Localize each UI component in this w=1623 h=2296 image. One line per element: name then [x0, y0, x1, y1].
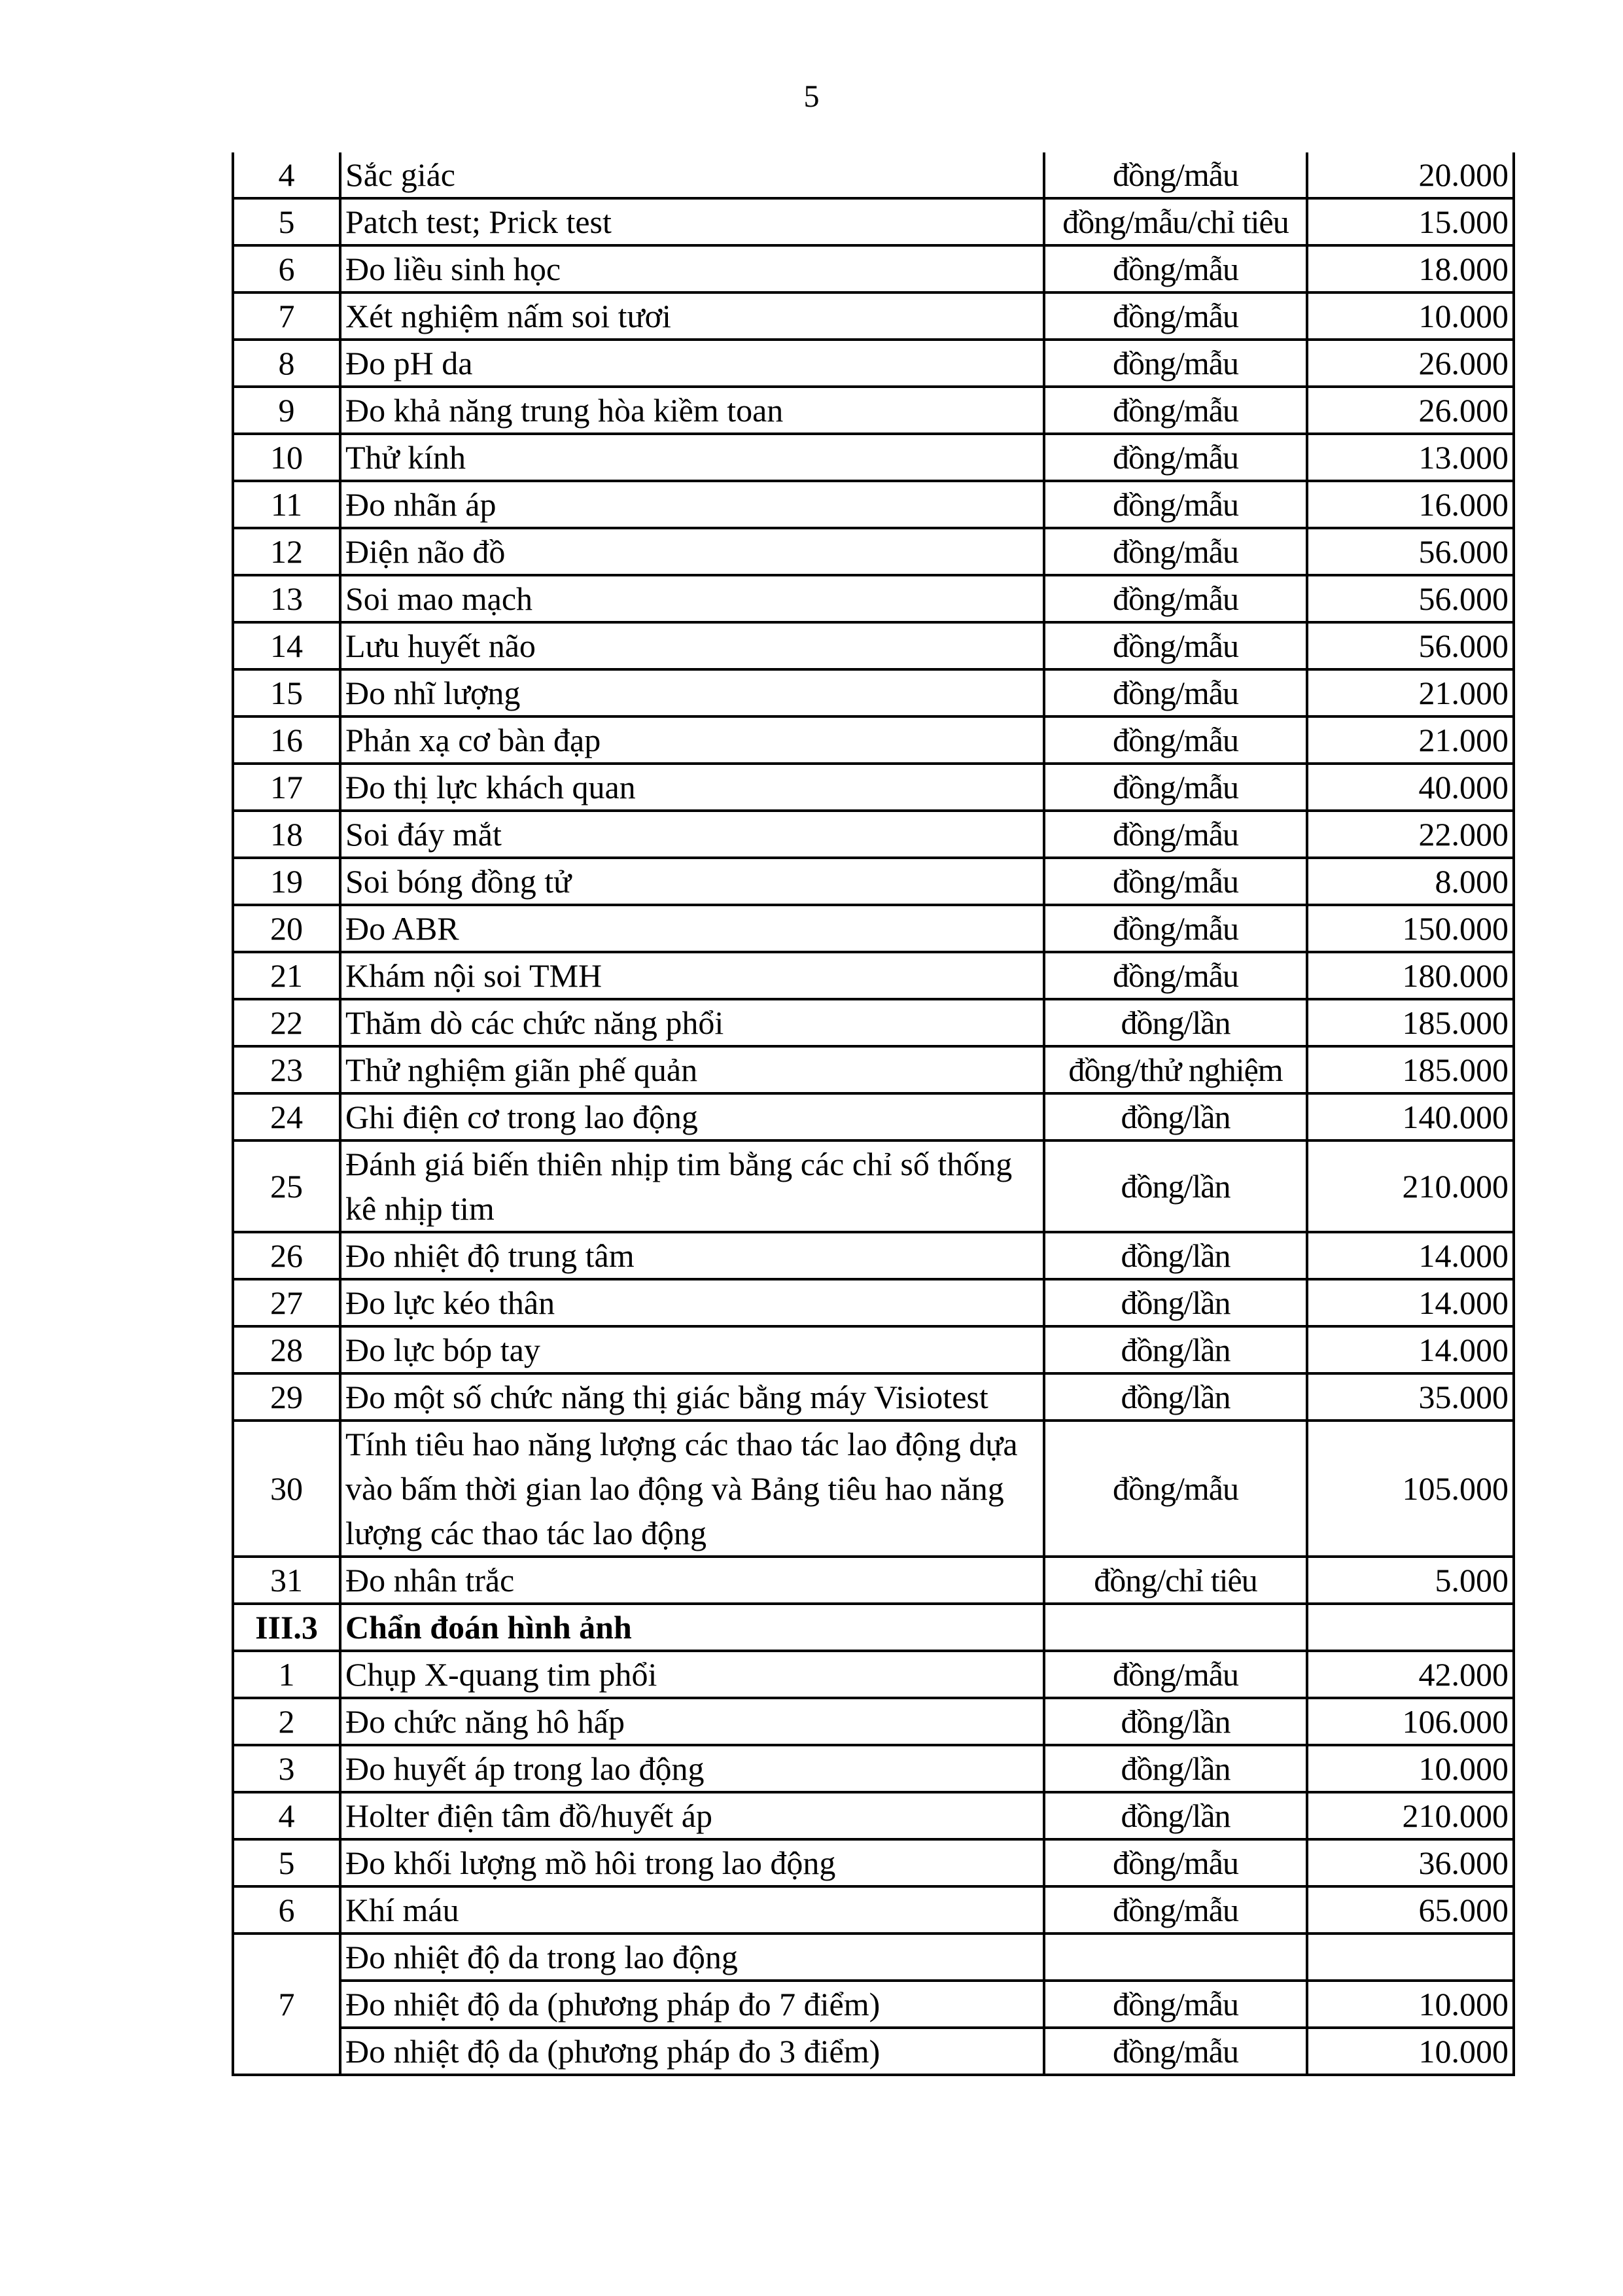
item-unit: đồng/mẫu — [1044, 952, 1307, 999]
table-row — [233, 1140, 1514, 1232]
section-unit-empty — [1044, 1604, 1307, 1651]
item-name: Đo nhiệt độ trung tâm — [340, 1232, 1044, 1279]
row-number: 16 — [233, 716, 340, 764]
page-number: 5 — [803, 79, 820, 114]
item-unit: đồng/mẫu — [1044, 811, 1307, 858]
item-unit: đồng/lần — [1044, 999, 1307, 1046]
item-name: Chụp X-quang tim phổi — [340, 1651, 1044, 1698]
row-number: 7 — [233, 1934, 340, 2075]
item-name: Tính tiêu hao năng lượng các thao tác lao động dựa vào bấm thời gian lao động và Bảng tiêu hao năng lượng các thao tác lao động — [340, 1421, 1044, 1557]
item-unit: đồng/mẫu — [1044, 905, 1307, 952]
item-unit: đồng/mẫu — [1044, 575, 1307, 622]
table-row — [233, 1279, 1514, 1326]
row-number: 12 — [233, 528, 340, 575]
table-row — [233, 1557, 1514, 1604]
table-subrow — [233, 1981, 1514, 2028]
item-name: Thử kính — [340, 434, 1044, 481]
item-name: Đo nhãn áp — [340, 481, 1044, 528]
item-price: 13.000 — [1307, 434, 1514, 481]
item-price: 20.000 — [1307, 152, 1514, 198]
item-name: Soi mao mạch — [340, 575, 1044, 622]
row-number: 7 — [233, 292, 340, 340]
table-row — [233, 245, 1514, 292]
item-unit: đồng/mẫu — [1044, 858, 1307, 905]
table-row — [233, 1651, 1514, 1698]
item-unit: đồng/mẫu — [1044, 340, 1307, 387]
item-unit: đồng/mẫu/chỉ tiêu — [1044, 198, 1307, 245]
table-row — [233, 1792, 1514, 1839]
item-price: 21.000 — [1307, 669, 1514, 716]
item-price: 14.000 — [1307, 1232, 1514, 1279]
table-row — [233, 811, 1514, 858]
item-unit: đồng/mẫu — [1044, 1651, 1307, 1698]
row-number: 20 — [233, 905, 340, 952]
row-number: 19 — [233, 858, 340, 905]
item-name: Khí máu — [340, 1886, 1044, 1934]
table-row — [233, 764, 1514, 811]
row-number: 22 — [233, 999, 340, 1046]
item-price: 10.000 — [1307, 2028, 1514, 2075]
item-name: Đo nhiệt độ da trong lao động — [340, 1934, 1044, 1981]
item-name: Đo khả năng trung hòa kiềm toan — [340, 387, 1044, 434]
item-price-empty — [1307, 1934, 1514, 1981]
item-unit: đồng/mẫu — [1044, 292, 1307, 340]
item-name: Holter điện tâm đồ/huyết áp — [340, 1792, 1044, 1839]
row-number: 1 — [233, 1651, 340, 1698]
row-number: 27 — [233, 1279, 340, 1326]
section-price-empty — [1307, 1604, 1514, 1651]
item-unit: đồng/lần — [1044, 1698, 1307, 1745]
item-price: 180.000 — [1307, 952, 1514, 999]
item-price: 14.000 — [1307, 1279, 1514, 1326]
item-unit: đồng/mẫu — [1044, 669, 1307, 716]
item-price: 40.000 — [1307, 764, 1514, 811]
item-name: Sắc giác — [340, 152, 1044, 198]
row-number: 31 — [233, 1557, 340, 1604]
item-price: 8.000 — [1307, 858, 1514, 905]
row-number: 2 — [233, 1698, 340, 1745]
table-row — [233, 152, 1514, 198]
item-price: 10.000 — [1307, 1981, 1514, 2028]
section-title: Chẩn đoán hình ảnh — [340, 1604, 1044, 1651]
table-row — [233, 575, 1514, 622]
item-name: Đánh giá biến thiên nhịp tim bằng các chỉ số thống kê nhịp tim — [340, 1140, 1044, 1232]
item-unit: đồng/lần — [1044, 1745, 1307, 1792]
item-price: 10.000 — [1307, 292, 1514, 340]
table-row — [233, 1839, 1514, 1886]
row-number: 14 — [233, 622, 340, 669]
item-unit: đồng/mẫu — [1044, 622, 1307, 669]
item-name: Đo nhân trắc — [340, 1557, 1044, 1604]
table-row — [233, 340, 1514, 387]
table-row — [233, 999, 1514, 1046]
item-unit: đồng/mẫu — [1044, 1886, 1307, 1934]
row-number: 29 — [233, 1373, 340, 1421]
row-number: 23 — [233, 1046, 340, 1093]
table-row — [233, 1232, 1514, 1279]
table-row — [233, 1886, 1514, 1934]
item-unit: đồng/lần — [1044, 1326, 1307, 1373]
table-row — [233, 528, 1514, 575]
item-unit: đồng/mẫu — [1044, 528, 1307, 575]
item-name: Đo lực bóp tay — [340, 1326, 1044, 1373]
item-name: Xét nghiệm nấm soi tươi — [340, 292, 1044, 340]
fee-table-body — [233, 152, 1514, 2075]
row-number: 10 — [233, 434, 340, 481]
row-number: 6 — [233, 1886, 340, 1934]
row-number: 28 — [233, 1326, 340, 1373]
table-row — [233, 198, 1514, 245]
table-row — [233, 1934, 1514, 1981]
table-row — [233, 481, 1514, 528]
item-name: Đo thị lực khách quan — [340, 764, 1044, 811]
item-price: 14.000 — [1307, 1326, 1514, 1373]
item-price: 42.000 — [1307, 1651, 1514, 1698]
item-unit: đồng/mẫu — [1044, 434, 1307, 481]
row-number: 3 — [233, 1745, 340, 1792]
item-price: 105.000 — [1307, 1421, 1514, 1557]
item-unit: đồng/mẫu — [1044, 387, 1307, 434]
item-name: Soi đáy mắt — [340, 811, 1044, 858]
item-name: Thử nghiệm giãn phế quản — [340, 1046, 1044, 1093]
row-number: 5 — [233, 198, 340, 245]
item-unit: đồng/mẫu — [1044, 1839, 1307, 1886]
item-unit: đồng/mẫu — [1044, 1421, 1307, 1557]
fee-table — [232, 152, 1515, 2076]
row-number: 30 — [233, 1421, 340, 1557]
table-row — [233, 1421, 1514, 1557]
section-row — [233, 1604, 1514, 1651]
item-name: Đo nhiệt độ da (phương pháp đo 3 điểm) — [340, 2028, 1044, 2075]
item-name: Lưu huyết não — [340, 622, 1044, 669]
table-row — [233, 1326, 1514, 1373]
row-number: 25 — [233, 1140, 340, 1232]
item-price: 150.000 — [1307, 905, 1514, 952]
table-row — [233, 716, 1514, 764]
row-number: 9 — [233, 387, 340, 434]
item-unit: đồng/chỉ tiêu — [1044, 1557, 1307, 1604]
item-name: Ghi điện cơ trong lao động — [340, 1093, 1044, 1140]
row-number: 13 — [233, 575, 340, 622]
row-number: 11 — [233, 481, 340, 528]
section-number: III.3 — [233, 1604, 340, 1651]
table-row — [233, 905, 1514, 952]
row-number: 8 — [233, 340, 340, 387]
item-name: Patch test; Prick test — [340, 198, 1044, 245]
row-number: 4 — [233, 152, 340, 198]
item-price: 56.000 — [1307, 622, 1514, 669]
row-number: 26 — [233, 1232, 340, 1279]
item-unit: đồng/mẫu — [1044, 152, 1307, 198]
item-price: 16.000 — [1307, 481, 1514, 528]
row-number: 21 — [233, 952, 340, 999]
row-number: 24 — [233, 1093, 340, 1140]
row-number: 6 — [233, 245, 340, 292]
item-unit: đồng/mẫu — [1044, 481, 1307, 528]
row-number: 15 — [233, 669, 340, 716]
item-name: Thăm dò các chức năng phổi — [340, 999, 1044, 1046]
table-row — [233, 1046, 1514, 1093]
table-row — [233, 292, 1514, 340]
row-number: 18 — [233, 811, 340, 858]
item-name: Đo khối lượng mồ hôi trong lao động — [340, 1839, 1044, 1886]
item-unit: đồng/lần — [1044, 1279, 1307, 1326]
table-row — [233, 387, 1514, 434]
item-price: 56.000 — [1307, 528, 1514, 575]
table-row — [233, 434, 1514, 481]
item-name: Đo nhiệt độ da (phương pháp đo 7 điểm) — [340, 1981, 1044, 2028]
item-unit: đồng/lần — [1044, 1232, 1307, 1279]
table-row — [233, 622, 1514, 669]
item-unit: đồng/lần — [1044, 1373, 1307, 1421]
item-unit: đồng/thử nghiệm — [1044, 1046, 1307, 1093]
item-price: 65.000 — [1307, 1886, 1514, 1934]
item-price: 210.000 — [1307, 1140, 1514, 1232]
item-name: Phản xạ cơ bàn đạp — [340, 716, 1044, 764]
item-unit-empty — [1044, 1934, 1307, 1981]
item-price: 210.000 — [1307, 1792, 1514, 1839]
table-row — [233, 858, 1514, 905]
table-row — [233, 1745, 1514, 1792]
table-row — [233, 1093, 1514, 1140]
item-price: 106.000 — [1307, 1698, 1514, 1745]
item-unit: đồng/lần — [1044, 1140, 1307, 1232]
item-price: 56.000 — [1307, 575, 1514, 622]
item-price: 185.000 — [1307, 1046, 1514, 1093]
item-unit: đồng/lần — [1044, 1792, 1307, 1839]
item-price: 10.000 — [1307, 1745, 1514, 1792]
item-name: Đo một số chức năng thị giác bằng máy Visiotest — [340, 1373, 1044, 1421]
item-name: Soi bóng đồng tử — [340, 858, 1044, 905]
table-row — [233, 952, 1514, 999]
table-row — [233, 1698, 1514, 1745]
item-price: 36.000 — [1307, 1839, 1514, 1886]
table-row — [233, 669, 1514, 716]
item-unit: đồng/mẫu — [1044, 1981, 1307, 2028]
item-name: Khám nội soi TMH — [340, 952, 1044, 999]
item-name: Đo chức năng hô hấp — [340, 1698, 1044, 1745]
item-price: 18.000 — [1307, 245, 1514, 292]
item-name: Đo huyết áp trong lao động — [340, 1745, 1044, 1792]
item-unit: đồng/mẫu — [1044, 764, 1307, 811]
item-name: Đo nhĩ lượng — [340, 669, 1044, 716]
item-price: 22.000 — [1307, 811, 1514, 858]
item-price: 5.000 — [1307, 1557, 1514, 1604]
item-price: 15.000 — [1307, 198, 1514, 245]
row-number: 4 — [233, 1792, 340, 1839]
item-price: 26.000 — [1307, 387, 1514, 434]
item-price: 35.000 — [1307, 1373, 1514, 1421]
item-unit: đồng/mẫu — [1044, 245, 1307, 292]
row-number: 17 — [233, 764, 340, 811]
row-number: 5 — [233, 1839, 340, 1886]
item-unit: đồng/mẫu — [1044, 716, 1307, 764]
item-name: Đo ABR — [340, 905, 1044, 952]
table-row — [233, 1373, 1514, 1421]
table-subrow — [233, 2028, 1514, 2075]
item-name: Đo pH da — [340, 340, 1044, 387]
item-price: 26.000 — [1307, 340, 1514, 387]
item-name: Đo lực kéo thân — [340, 1279, 1044, 1326]
item-price: 21.000 — [1307, 716, 1514, 764]
item-name: Đo liều sinh học — [340, 245, 1044, 292]
item-unit: đồng/lần — [1044, 1093, 1307, 1140]
item-price: 140.000 — [1307, 1093, 1514, 1140]
item-name: Điện não đồ — [340, 528, 1044, 575]
item-unit: đồng/mẫu — [1044, 2028, 1307, 2075]
item-price: 185.000 — [1307, 999, 1514, 1046]
